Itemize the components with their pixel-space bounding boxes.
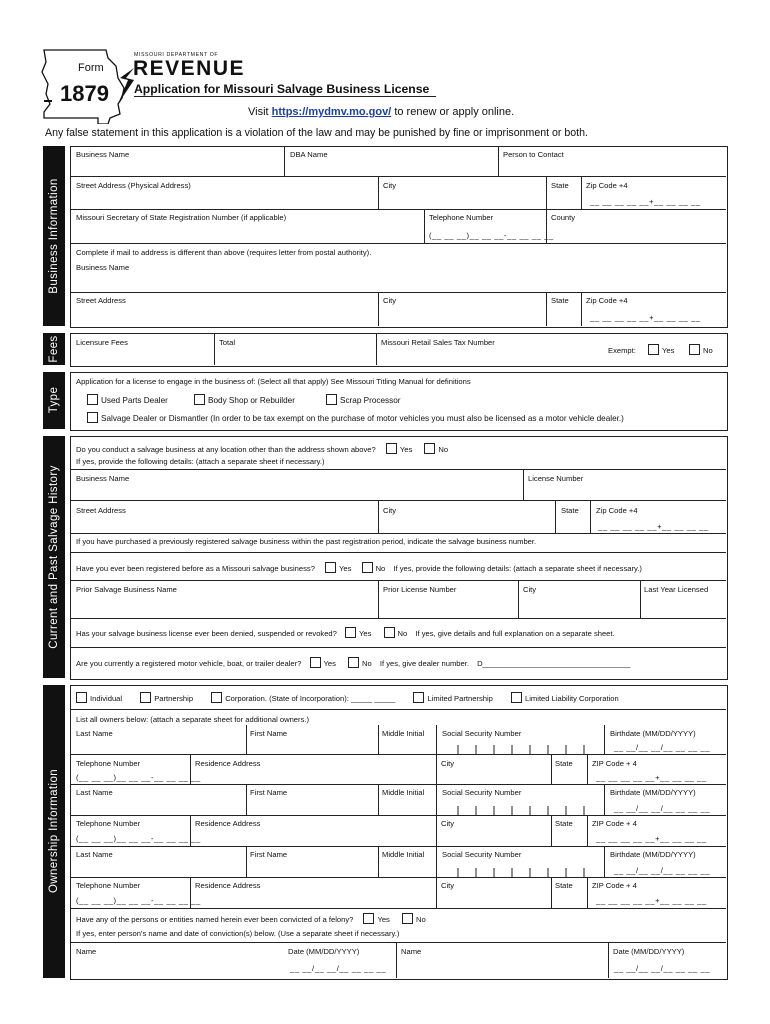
type-intro: Application for a license to engage in the business of: (Select all that apply) See Missouri Titling Manual for definitions	[76, 377, 471, 386]
q-other-location-no-label: No	[438, 445, 449, 454]
history-business-name-field[interactable]: Business Name	[76, 474, 130, 483]
list-owners-note: List all owners below: (attach a separate sheet for additional owners.)	[76, 715, 309, 724]
q-dealer-yes-label: Yes	[323, 659, 336, 668]
q-felony-text: Have any of the persons or entities named herein ever been convicted of a felony?	[76, 915, 354, 924]
q-registered-before-yes-checkbox[interactable]	[325, 562, 336, 573]
q-denied-no-checkbox[interactable]	[384, 627, 395, 638]
q-other-location-yes-checkbox[interactable]	[386, 443, 397, 454]
section-title-type: Type	[48, 386, 60, 414]
owner3-middle-initial-field[interactable]: Middle Initial	[382, 850, 425, 859]
visit-line	[248, 106, 514, 118]
owner2-birthdate-blank: __ __/__ __/__ __ __ __	[614, 804, 711, 813]
owner1-telephone-field[interactable]: Telephone Number	[76, 759, 141, 768]
mail-business-name-field[interactable]: Business Name	[76, 263, 130, 272]
felony-date-field-1[interactable]: Date (MM/DD/YYYY)	[288, 947, 360, 956]
zip-field[interactable]: Zip Code +4	[586, 181, 628, 190]
exempt-no-option[interactable]	[689, 344, 713, 355]
felony-date-blank-2: __ __/__ __/__ __ __ __	[614, 964, 711, 973]
form-title: Application for Missouri Salvage Business License	[134, 82, 430, 96]
llc-label: Limited Liability Corporation	[525, 694, 619, 703]
person-to-contact-field[interactable]: Person to Contact	[503, 150, 564, 159]
q-denied-yes-checkbox[interactable]	[345, 627, 356, 638]
ssn-ticks-2	[440, 804, 600, 816]
form-word: Form	[78, 62, 104, 74]
section-title-fees: Fees	[48, 335, 60, 363]
owner1-residence-field[interactable]: Residence Address	[195, 759, 261, 768]
q-dealer-no-label: No	[362, 659, 372, 668]
owner1-telephone-blank: (__ __ __)__ __ __-__ __ __ __	[76, 773, 201, 782]
owner2-zip-blank: __ __ __ __ __+__ __ __ __	[596, 834, 707, 843]
scrap-processor-option[interactable]	[326, 394, 401, 405]
q-registered-before-no-checkbox[interactable]	[362, 562, 373, 573]
telephone-field[interactable]: Telephone Number	[429, 213, 494, 222]
owner1-middle-initial-field[interactable]: Middle Initial	[382, 729, 425, 738]
purchased-business-note[interactable]: If you have purchased a previously registered salvage business within the past registration period, indicate the salvage business number.	[76, 537, 537, 546]
last-year-licensed-field[interactable]: Last Year Licensed	[644, 585, 709, 594]
dba-name-field[interactable]: DBA Name	[290, 150, 328, 159]
limited-partnership-label: Limited Partnership	[427, 694, 493, 703]
q-felony-yes-checkbox[interactable]	[363, 913, 374, 924]
owner3-residence-field[interactable]: Residence Address	[195, 881, 261, 890]
owner1-ssn-field[interactable]: Social Security Number	[442, 729, 522, 738]
history-box	[70, 436, 728, 680]
scrap-processor-label: Scrap Processor	[340, 396, 401, 405]
agency-small: MISSOURI DEPARTMENT OF	[134, 52, 219, 58]
city-field[interactable]: City	[383, 181, 397, 190]
prior-license-number-field[interactable]: Prior License Number	[383, 585, 457, 594]
used-parts-option[interactable]	[87, 394, 168, 405]
q-other-location-yes-label: Yes	[399, 445, 413, 454]
visit-prefix: Visit	[248, 106, 269, 118]
owner3-birthdate-blank: __ __/__ __/__ __ __ __	[614, 866, 711, 875]
licensure-fees-field[interactable]: Licensure Fees	[76, 338, 128, 347]
salvage-dealer-checkbox[interactable]	[87, 412, 98, 423]
owner2-middle-initial-field[interactable]: Middle Initial	[382, 788, 425, 797]
history-license-number-field[interactable]: License Number	[528, 474, 584, 483]
owner1-city-field[interactable]: City	[441, 759, 455, 768]
scrap-processor-checkbox[interactable]	[326, 394, 337, 405]
zip-blank: __ __ __ __ __+__ __ __ __	[590, 197, 701, 206]
salvage-dealer-option[interactable]	[87, 412, 624, 423]
business-name-field[interactable]: Business Name	[76, 150, 130, 159]
owner2-first-name-field[interactable]: First Name	[250, 788, 288, 797]
prior-business-name-field[interactable]: Prior Salvage Business Name	[76, 585, 177, 594]
visit-link[interactable]: https://mydmv.mo.gov/	[271, 106, 392, 118]
q-registered-before-yes-label: Yes	[339, 564, 352, 573]
body-shop-checkbox[interactable]	[194, 394, 205, 405]
corporation-label: Corporation. (State of Incorporation): _____ _____	[225, 694, 396, 703]
owner2-birthdate-field[interactable]: Birthdate (MM/DD/YYYY)	[610, 788, 696, 797]
owner2-zip-field[interactable]: ZIP Code + 4	[592, 819, 637, 828]
q-felony-note: If yes, enter person's name and date of conviction(s) below. (Use a separate sheet if necessary.)	[76, 929, 400, 938]
used-parts-label: Used Parts Dealer	[101, 396, 168, 405]
limited-partnership-checkbox[interactable]	[413, 692, 424, 703]
history-zip-field[interactable]: Zip Code +4	[596, 506, 638, 515]
county-field[interactable]: County	[551, 213, 576, 222]
q-registered-before	[76, 562, 642, 573]
owner2-telephone-blank: (__ __ __)__ __ __-__ __ __ __	[76, 834, 201, 843]
owner3-zip-blank: __ __ __ __ __+__ __ __ __	[596, 896, 707, 905]
section-title-ownership: Ownership Information	[48, 768, 60, 894]
q-felony-yes-label: Yes	[377, 915, 390, 924]
street-physical-field[interactable]: Street Address (Physical Address)	[76, 181, 191, 190]
owner1-last-name-field[interactable]: Last Name	[76, 729, 113, 738]
q-denied-note: If yes, give details and full explanation on a separate sheet.	[415, 629, 615, 638]
history-state-field[interactable]: State	[561, 506, 579, 515]
q-registered-before-no-label: No	[375, 564, 386, 573]
owner1-first-name-field[interactable]: First Name	[250, 729, 288, 738]
ssn-ticks-3	[440, 866, 600, 878]
body-shop-label: Body Shop or Rebuilder	[208, 396, 295, 405]
owner2-telephone-field[interactable]: Telephone Number	[76, 819, 141, 828]
partnership-checkbox[interactable]	[140, 692, 151, 703]
q-denied-text: Has your salvage business license ever been denied, suspended or revoked?	[76, 629, 337, 638]
exempt-no-checkbox[interactable]	[689, 344, 700, 355]
visit-suffix: to renew or apply online.	[394, 106, 515, 118]
total-field[interactable]: Total	[219, 338, 236, 347]
individual-label: Individual	[90, 694, 123, 703]
q-dealer-text: Are you currently a registered motor vehicle, boat, or trailer dealer?	[76, 659, 302, 668]
q-other-location-no-checkbox[interactable]	[424, 443, 435, 454]
q-dealer-note: If yes, give dealer number.	[379, 659, 469, 668]
agency-name: REVENUE	[133, 57, 246, 80]
owner2-residence-field[interactable]: Residence Address	[195, 819, 261, 828]
owner3-zip-field[interactable]: ZIP Code + 4	[592, 881, 637, 890]
section-title-history: Current and Past Salvage History	[48, 465, 60, 649]
entity-type-row	[76, 692, 619, 703]
owner2-state-field[interactable]: State	[555, 819, 573, 828]
felony-date-blank-1: __ __/__ __/__ __ __ __	[290, 964, 387, 973]
owner3-last-name-field[interactable]: Last Name	[76, 850, 113, 859]
exempt-yes-option[interactable]	[648, 344, 674, 355]
mail-state-field[interactable]: State	[551, 296, 569, 305]
history-city-field[interactable]: City	[383, 506, 397, 515]
owner1-state-field[interactable]: State	[555, 759, 573, 768]
form-number-dash	[44, 100, 52, 102]
mail-city-field[interactable]: City	[383, 296, 397, 305]
q-felony-no-checkbox[interactable]	[402, 913, 413, 924]
q-felony	[76, 913, 426, 924]
felony-date-field-2[interactable]: Date (MM/DD/YYYY)	[613, 947, 685, 956]
section-title-business: Business Information	[48, 178, 60, 294]
owner3-telephone-field[interactable]: Telephone Number	[76, 881, 141, 890]
form-number: 1879	[60, 81, 109, 106]
q-other-location-text: Do you conduct a salvage business at any location other than the address shown above?	[76, 445, 376, 454]
state-field[interactable]: State	[551, 181, 569, 190]
owner3-ssn-field[interactable]: Social Security Number	[442, 850, 522, 859]
q-dealer	[76, 657, 630, 668]
tax-number-field[interactable]: Missouri Retail Sales Tax Number	[381, 338, 495, 347]
felony-name-field-2[interactable]: Name	[401, 947, 422, 956]
corporation-checkbox[interactable]	[211, 692, 222, 703]
dealer-number-field[interactable]: D___________________________________	[477, 659, 631, 668]
q-dealer-no-checkbox[interactable]	[348, 657, 359, 668]
mail-note: Complete if mail to address is different than above (requires letter from postal authority).	[76, 248, 372, 257]
business-box	[70, 146, 728, 328]
q-denied	[76, 627, 615, 638]
owner2-city-field[interactable]: City	[441, 819, 455, 828]
history-street-field[interactable]: Street Address	[76, 506, 126, 515]
partnership-label: Partnership	[154, 694, 194, 703]
q-denied-yes-label: Yes	[359, 629, 372, 638]
body-shop-option[interactable]	[194, 394, 295, 405]
ssn-ticks-1	[440, 743, 600, 755]
title-underline	[134, 96, 436, 97]
owner2-last-name-field[interactable]: Last Name	[76, 788, 113, 797]
owner2-ssn-field[interactable]: Social Security Number	[442, 788, 522, 797]
mail-zip-blank: __ __ __ __ __+__ __ __ __	[590, 313, 701, 322]
q-felony-no-label: No	[415, 915, 426, 924]
exempt-label: Exempt:	[608, 346, 636, 355]
sos-registration-field[interactable]: Missouri Secretary of State Registration Number (if applicable)	[76, 213, 287, 222]
owner3-telephone-blank: (__ __ __)__ __ __-__ __ __ __	[76, 896, 201, 905]
owner3-city-field[interactable]: City	[441, 881, 455, 890]
mail-zip-field[interactable]: Zip Code +4	[586, 296, 628, 305]
owner1-zip-blank: __ __ __ __ __+__ __ __ __	[596, 773, 707, 782]
mail-street-field[interactable]: Street Address	[76, 296, 126, 305]
q-registered-before-text: Have you ever been registered before as a Missouri salvage business?	[76, 564, 315, 573]
owner1-birthdate-field[interactable]: Birthdate (MM/DD/YYYY)	[610, 729, 696, 738]
prior-city-field[interactable]: City	[523, 585, 537, 594]
owner1-birthdate-blank: __ __/__ __/__ __ __ __	[614, 743, 711, 752]
q-other-location-note: If yes, provide the following details: (attach a separate sheet if necessary.)	[76, 457, 325, 466]
owner3-first-name-field[interactable]: First Name	[250, 850, 288, 859]
owner3-state-field[interactable]: State	[555, 881, 573, 890]
owner3-birthdate-field[interactable]: Birthdate (MM/DD/YYYY)	[610, 850, 696, 859]
exempt-yes-label: Yes	[662, 346, 675, 355]
felony-name-field-1[interactable]: Name	[76, 947, 97, 956]
exempt-no-label: No	[703, 346, 713, 355]
history-zip-blank: __ __ __ __ __+__ __ __ __	[598, 522, 709, 531]
false-statement-warning: Any false statement in this application is a violation of the law and may be punished by fine or imprisonment or both.	[45, 127, 588, 139]
telephone-blank: (__ __ __)__ __ __-__ __ __ __	[429, 231, 554, 240]
exempt-yes-checkbox[interactable]	[648, 344, 659, 355]
salvage-dealer-label: Salvage Dealer or Dismantler (In order to be tax exempt on the purchase of motor vehicles you must also be licensed as a motor vehicle dealer.)	[101, 414, 624, 423]
q-registered-before-note: If yes, provide the following details: (attach a separate sheet if necessary.)	[393, 564, 642, 573]
q-dealer-yes-checkbox[interactable]	[310, 657, 321, 668]
q-other-location	[76, 443, 448, 454]
llc-checkbox[interactable]	[511, 692, 522, 703]
used-parts-checkbox[interactable]	[87, 394, 98, 405]
owner1-zip-field[interactable]: ZIP Code + 4	[592, 759, 637, 768]
q-denied-no-label: No	[397, 629, 408, 638]
individual-checkbox[interactable]	[76, 692, 87, 703]
